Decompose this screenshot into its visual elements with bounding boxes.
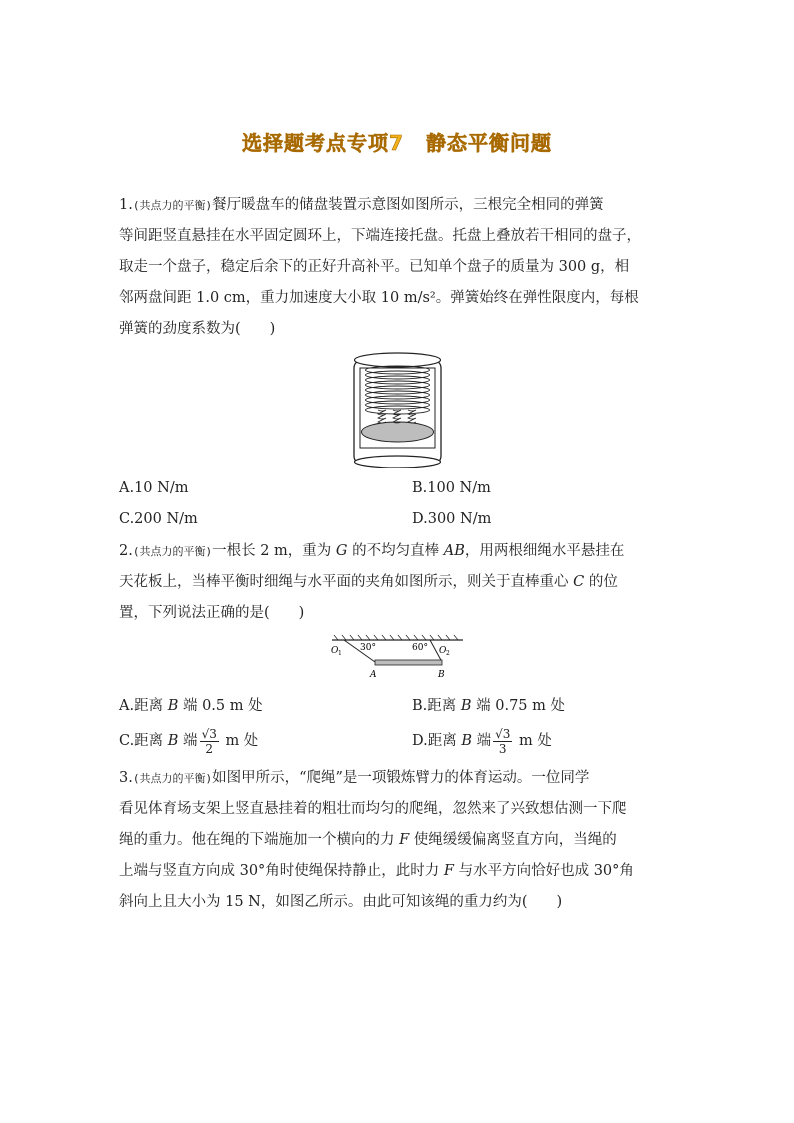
text-segment: m 处 (514, 733, 552, 749)
label-a: A (370, 670, 377, 680)
text-segment: 的位 (584, 574, 618, 590)
text-segment: C.距离 (119, 733, 168, 749)
text-segment: 绳的重力。他在绳的下端施加一个横向的力 (119, 832, 400, 848)
text-segment: 一根长 2 m，重为 (212, 543, 336, 559)
q1-option-a[interactable]: A.10 N/m (119, 480, 189, 496)
page-title-part1: 选择题考点专项7 (242, 131, 404, 155)
q3-line-5: 斜向上且大小为 15 N，如图乙所示。由此可知该绳的重力约为( ) (119, 894, 563, 910)
fraction (493, 727, 512, 756)
label-o1-sub: 1 (338, 650, 342, 657)
label-o2-sub: 2 (446, 650, 450, 657)
symbol-b: B (167, 733, 179, 749)
text-segment: 天花板上，当棒平衡时细绳与水平面的夹角如图所示，则关于直棒重心 (119, 574, 574, 590)
q2-option-a[interactable] (119, 696, 263, 716)
topic-tag: (共点力的平衡) (132, 545, 213, 558)
label-o2: O (439, 646, 447, 656)
angle-30-label: 30° (360, 643, 376, 653)
q2-option-b[interactable] (412, 696, 565, 716)
angle-60-label: 60° (412, 643, 428, 653)
q1-line-2: 等间距竖直悬挂在水平固定圆环上，下端连接托盘。托盘上叠放若干相同的盘子， (119, 228, 641, 244)
symbol-b: B (461, 733, 472, 749)
question-number: 1. (119, 197, 133, 213)
symbol-ab: AB (443, 543, 465, 559)
fraction-denominator: 2 (205, 741, 214, 756)
q1-line-5: 弹簧的劲度系数为( ) (119, 321, 276, 337)
text-segment: 端 (471, 733, 492, 749)
symbol-b: B (460, 698, 472, 714)
q1-line-3: 取走一个盘子，稳定后余下的正好升高补平。已知单个盘子的质量为 300 g，相 (119, 259, 630, 275)
text-segment: m 处 (220, 733, 259, 749)
page-title-part2: 静态平衡问题 (425, 131, 552, 155)
text-segment: 端 0.75 m 处 (471, 698, 566, 714)
text-segment: 如图甲所示，“爬绳”是一项锻炼臂力的体育运动。一位同学 (212, 770, 590, 786)
topic-tag: (共点力的平衡) (132, 772, 213, 785)
fraction-numerator: √3 (201, 726, 217, 741)
fraction (200, 727, 219, 756)
symbol-g: G (335, 543, 348, 559)
rod-hanging-figure (330, 634, 465, 680)
symbol-f: F (399, 832, 410, 848)
question-number: 3. (119, 770, 133, 786)
text-segment: ，用两根细绳水平悬挂在 (464, 543, 625, 559)
fraction-denominator: 3 (498, 741, 507, 756)
page-title (0, 127, 794, 156)
text-segment: A.距离 (119, 698, 168, 714)
text-segment: 端 (178, 733, 198, 749)
text-segment: 端 0.5 m 处 (178, 698, 263, 714)
topic-tag: (共点力的平衡) (132, 199, 213, 212)
text-segment: 与水平方向恰好也成 30°角 (453, 863, 634, 879)
fraction-numerator: √3 (495, 726, 511, 741)
q1-option-c[interactable]: C.200 N/m (119, 511, 198, 527)
q1-option-d[interactable]: D.300 N/m (412, 511, 492, 527)
q1-line-4: 邻两盘间距 1.0 cm，重力加速度大小取 10 m/s²。弹簧始终在弹性限度内，每根 (119, 290, 639, 306)
question-2-text (119, 536, 675, 629)
symbol-c: C (573, 574, 585, 590)
symbol-b: B (167, 698, 179, 714)
text-segment: 上端与竖直方向成 30°角时使绳保持静止，此时力 (119, 863, 444, 879)
text-segment: 的不均匀直棒 (347, 543, 444, 559)
question-3-text (119, 763, 675, 918)
q1-option-b[interactable]: B.100 N/m (412, 480, 491, 496)
question-number: 2. (119, 543, 133, 559)
text-segment: 使绳缓缓偏离竖直方向，当绳的 (409, 832, 617, 848)
text-segment: B.距离 (412, 698, 461, 714)
q2-option-c[interactable] (119, 720, 258, 762)
text-segment: D.距离 (412, 733, 462, 749)
q1-line-1: 餐厅暖盘车的储盘装置示意图如图所示，三根完全相同的弹簧 (212, 197, 604, 213)
q3-line-2: 看见体育场支架上竖直悬挂着的粗壮而均匀的爬绳，忽然来了兴致想估测一下爬 (119, 801, 627, 817)
label-b: B (438, 670, 445, 680)
plate-warmer-figure (350, 350, 445, 468)
label-o1: O (331, 646, 339, 656)
q2-option-d[interactable] (412, 720, 552, 762)
symbol-f: F (443, 863, 454, 879)
q2-line-3: 置，下列说法正确的是( ) (119, 605, 305, 621)
question-1-text (119, 190, 675, 345)
